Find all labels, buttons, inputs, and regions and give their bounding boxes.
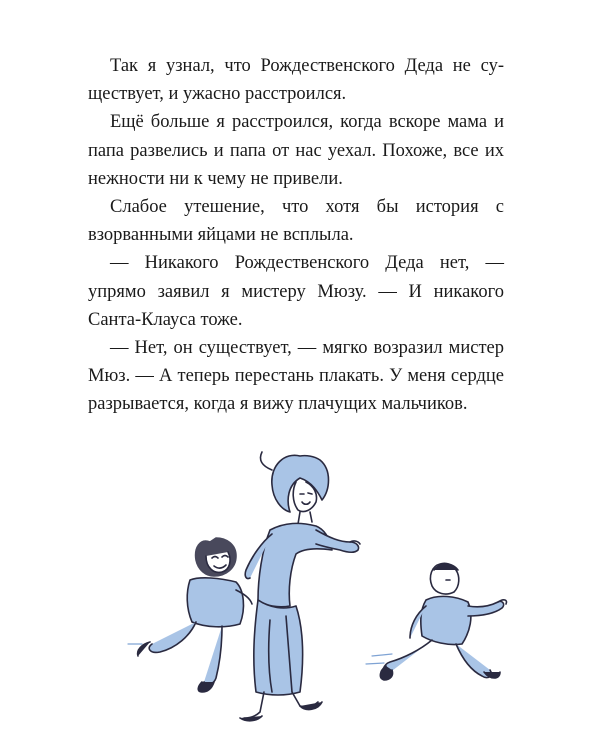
paragraph-5: — Нет, он существует, — мягко возразил мистер Мюз. — А теперь перестань плакать. У меня сердце разрывается, когда я вижу плачущих мальчиков.	[88, 338, 504, 415]
woman-and-children-running-illustration	[0, 430, 600, 750]
woman-figure	[240, 452, 360, 721]
paragraph-3: Слабое утешение, что хотя бы история с взорванными яйцами не всплыла.	[88, 197, 504, 246]
page-text	[88, 52, 504, 419]
illustration-svg	[0, 430, 600, 750]
paragraph-4: — Никакого Рождественского Деда нет, — упрямо заявил я мистеру Мюзу. — И никакого Санта-Клауса тоже.	[88, 253, 504, 330]
paragraph-1: Так я узнал, что Рождественского Деда не существует, и ужасно расстроился.	[88, 56, 504, 105]
girl-figure	[138, 538, 252, 692]
paragraph-2: Ещё больше я расстроился, когда вскоре мама и папа развелись и папа от нас уехал. Похоже, все их нежности ни к чему не привели.	[88, 112, 504, 189]
boy-figure	[380, 563, 506, 680]
